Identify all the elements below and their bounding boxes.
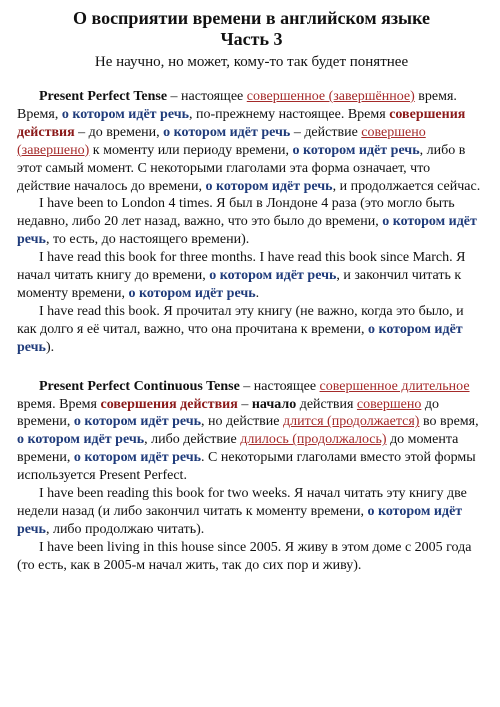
highlight-phrase: о котором идёт речь bbox=[17, 321, 463, 355]
text-run: до времени, bbox=[17, 396, 439, 430]
section-present-perfect-continuous bbox=[17, 378, 486, 575]
text-run: , и закончил читать к моменту времени, bbox=[17, 268, 462, 301]
paragraph bbox=[17, 378, 486, 485]
bold-term: начало bbox=[251, 396, 297, 412]
text-run: во время, bbox=[419, 414, 479, 430]
highlight-phrase: о котором идёт речь bbox=[73, 450, 202, 466]
text-run: – действие bbox=[290, 124, 362, 140]
text-run: , либо действие bbox=[144, 432, 241, 448]
text-run: I have been to London 4 times. Я был в Лондоне 4 раза (это могло быть недавно, либо 20 лет назад, важно, что это было до времени, bbox=[17, 196, 455, 230]
paragraph bbox=[17, 539, 486, 575]
highlight-phrase: о котором идёт речь bbox=[61, 106, 189, 122]
text-run: I have been living in this house since 2005. Я живу в этом доме с 2005 года (то есть, как в 2005-м начал жить, так до сих пор и живу). bbox=[17, 539, 472, 573]
highlight-phrase: о котором идёт речь bbox=[128, 285, 256, 301]
text-run: , либо в этот самый момент. С некоторыми глаголами эта форма означает, что действие началось до времени, bbox=[17, 142, 466, 194]
page-title bbox=[17, 8, 486, 50]
text-run: , либо продолжаю читать). bbox=[45, 521, 205, 537]
text-run: I have been reading this book for two weeks. Я начал читать эту книгу две недели назад (и либо закончил читать к моменту времени, bbox=[17, 486, 467, 519]
title-line-1: О восприятии времени в английском языке bbox=[72, 8, 431, 28]
text-run: время. Время, bbox=[17, 89, 457, 122]
text-run: – настоящее bbox=[167, 89, 247, 104]
text-run: ). bbox=[45, 339, 55, 355]
text-run: до момента времени, bbox=[17, 432, 459, 466]
paragraph bbox=[17, 195, 486, 249]
section-present-perfect bbox=[17, 88, 486, 357]
text-run: действия bbox=[296, 396, 357, 412]
highlight-phrase: о котором идёт речь bbox=[163, 124, 291, 140]
highlight-phrase: о котором идёт речь bbox=[292, 142, 420, 158]
underlined-term: совершено bbox=[361, 124, 426, 140]
text-run: I have read this book. Я прочитал эту книгу (не важно, когда это было, и как долго я её читал, важно, что она прочитана к времени, bbox=[17, 303, 464, 337]
bold-term: Present Perfect Continuous Tense bbox=[39, 378, 240, 394]
title-line-2: Часть 3 bbox=[220, 29, 283, 49]
underlined-term: совершенное длительное bbox=[319, 378, 470, 394]
underlined-term: совершенное (завершённое) bbox=[246, 89, 415, 104]
highlight-phrase: о котором идёт речь bbox=[209, 268, 337, 284]
action-phrase: совершения действия bbox=[17, 106, 466, 140]
text-run: – настоящее bbox=[239, 378, 320, 394]
text-run: , и продолжается сейчас. bbox=[332, 178, 481, 194]
paragraph bbox=[17, 249, 486, 303]
text-run: , по-прежнему настоящее. Время bbox=[189, 106, 390, 122]
underlined-term: длится (продолжается) bbox=[283, 414, 420, 430]
text-run: . С некоторыми глаголами вместо этой формы используется Present Perfect. bbox=[17, 450, 476, 484]
text-run: , то есть, до настоящего времени). bbox=[45, 232, 250, 248]
action-phrase: совершения действия bbox=[100, 396, 238, 412]
text-run: – до времени, bbox=[74, 124, 164, 140]
page-subtitle: Не научно, но может, кому-то так будет понятнее bbox=[94, 54, 409, 70]
highlight-phrase: о котором идёт речь bbox=[17, 503, 463, 537]
text-run: , но действие bbox=[201, 414, 284, 430]
underlined-term: длилось (продолжалось) bbox=[240, 432, 387, 448]
highlight-phrase: о котором идёт речь bbox=[205, 178, 333, 194]
text-run: – bbox=[237, 396, 252, 412]
highlight-phrase: о котором идёт речь bbox=[17, 432, 145, 448]
text-run: к моменту или периоду времени, bbox=[89, 142, 293, 158]
highlight-phrase: о котором идёт речь bbox=[17, 214, 477, 248]
paragraph bbox=[17, 485, 486, 539]
underlined-term: совершено bbox=[356, 396, 422, 412]
bold-term: Present Perfect Tense bbox=[39, 89, 168, 104]
paragraph bbox=[17, 88, 486, 195]
text-run: время. Время bbox=[17, 396, 101, 412]
underlined-term: (завершено) bbox=[17, 142, 90, 158]
paragraph bbox=[17, 303, 486, 357]
text-run: . bbox=[255, 285, 260, 301]
highlight-phrase: о котором идёт речь bbox=[73, 414, 202, 430]
text-run: I have read this book for three months. I have read this book since March. Я начал читать книгу до времени, bbox=[17, 250, 466, 284]
